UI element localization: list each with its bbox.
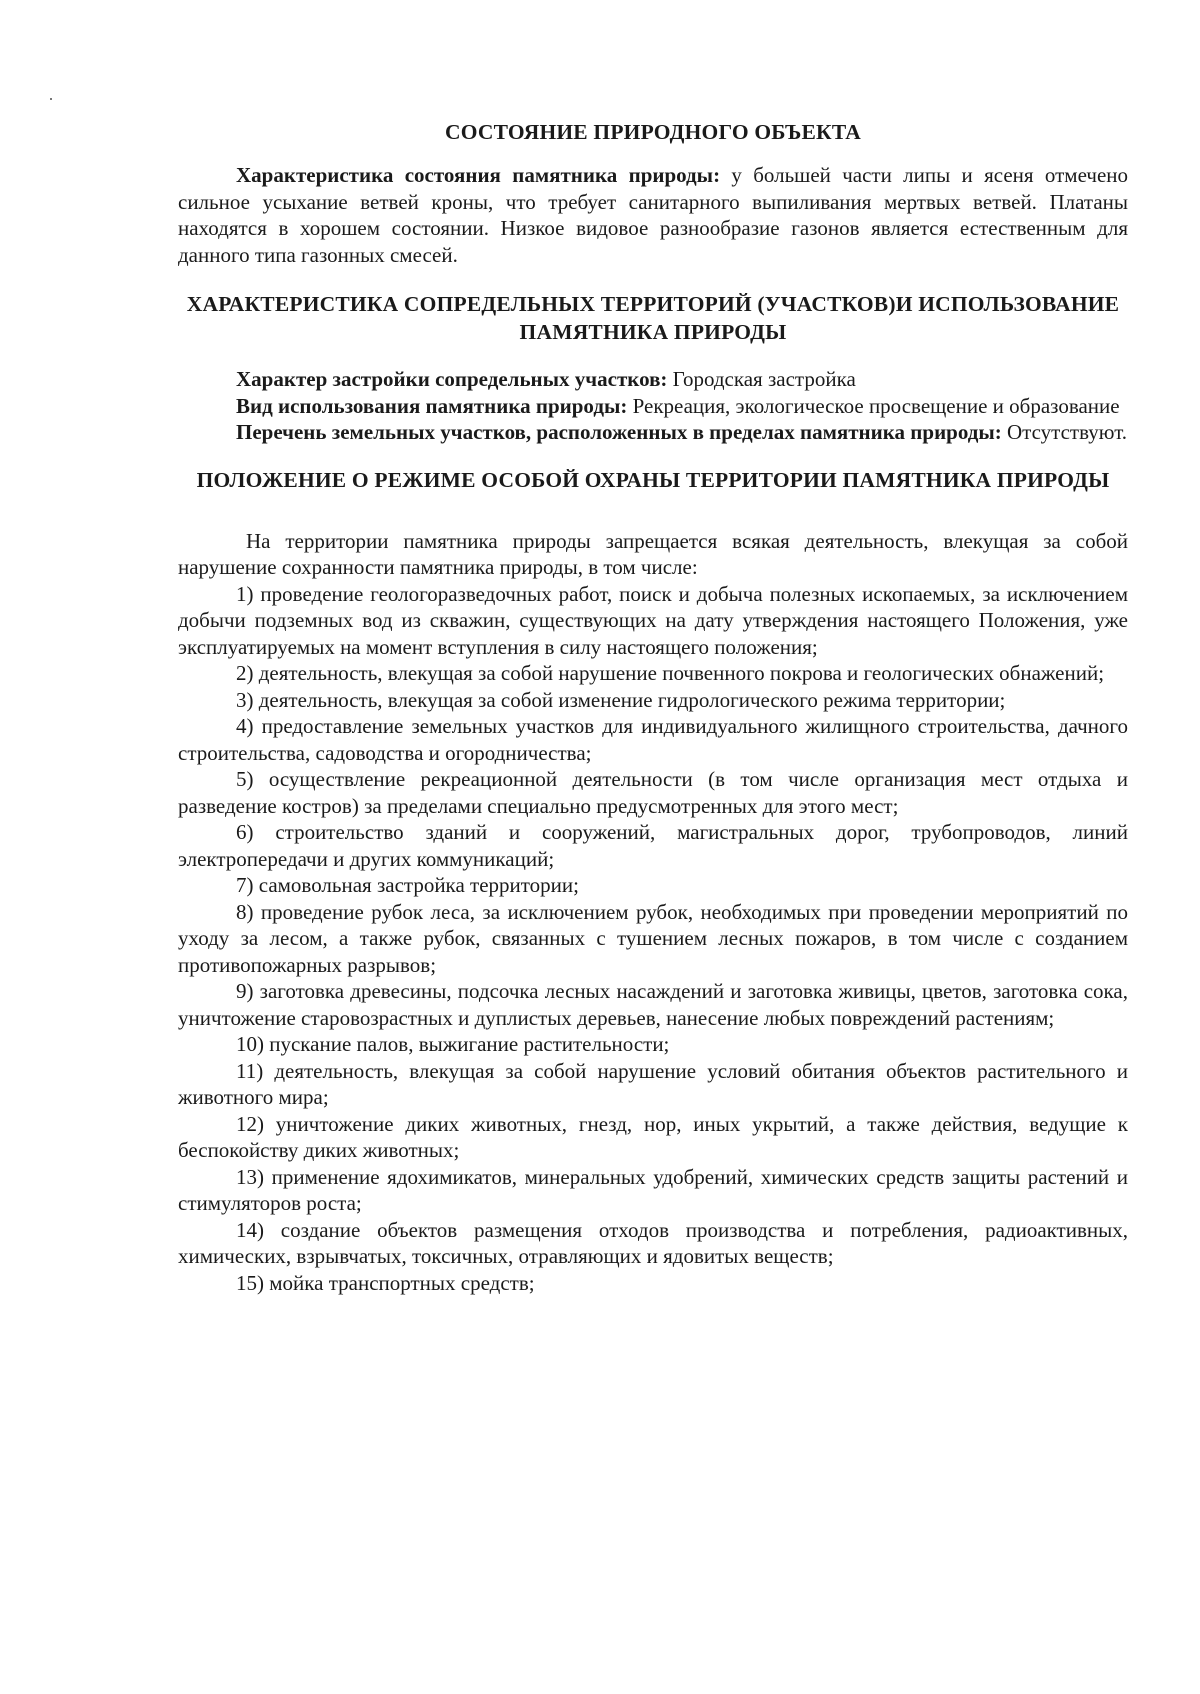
usage-value: Рекреация, экологическое просвещение и образование — [627, 393, 1120, 418]
prohibition-item-2: 2) деятельность, влекущая за собой нарушение почвенного покрова и геологических обнажений; — [236, 661, 1105, 685]
scan-speck — [50, 98, 52, 100]
condition-paragraph — [178, 162, 1128, 268]
section-title-protection-regime: ПОЛОЖЕНИЕ О РЕЖИМЕ ОСОБОЙ ОХРАНЫ ТЕРРИТОРИИ ПАМЯТНИКА ПРИРОДЫ — [196, 467, 1110, 492]
plots-value: Отсутствуют. — [1001, 420, 1128, 444]
plots-label: Перечень земельных участков, расположенных в пределах памятника природы: — [236, 420, 1002, 444]
prohibition-item-15: 15) мойка транспортных средств; — [236, 1270, 535, 1295]
prohibition-item-13: 13) применение ядохимикатов, минеральных удобрений, химических средств защиты растений и стимуляторов роста; — [178, 1164, 1128, 1215]
prohibition-item-14: 14) создание объектов размещения отходов производства и потребления, радиоактивных, химических, взрывчатых, токсичных, отравляющих и ядовитых веществ; — [178, 1217, 1128, 1268]
condition-text: у большей части липы и ясеня отмечено сильное усыхание ветвей кроны, что требует санитарного выпиливания мертвых ветвей. Платаны находятся в хорошем состоянии. Низкое видовое разнообразие газонов является естественным для данного типа газонных смесей. — [178, 163, 1128, 267]
prohibition-item-11: 11) деятельность, влекущая за собой нарушение условий обитания объектов растительного и животного мира; — [178, 1058, 1128, 1109]
regime-intro: На территории памятника природы запрещается всякая деятельность, влекущая за собой нарушение сохранности памятника природы, в том числе: — [178, 528, 1128, 579]
usage-label: Вид использования памятника природы: — [236, 393, 628, 418]
section-title-adjacent-territories: ХАРАКТЕРИСТИКА СОПРЕДЕЛЬНЫХ ТЕРРИТОРИЙ (УЧАСТКОВ)И ИСПОЛЬЗОВАНИЕ ПАМЯТНИКА ПРИРОДЫ — [186, 292, 1120, 344]
prohibition-item-8: 8) проведение рубок леса, за исключением рубок, необходимых при проведении мероприятий по уходу за лесом, а также рубок, связанных с тушением лесных пожаров, в том числе с созданием противопожарных разрывов; — [178, 899, 1128, 977]
condition-label: Характеристика состояния памятника природы: — [236, 163, 721, 187]
prohibition-item-9: 9) заготовка древесины, подсочка лесных насаждений и заготовка живицы, цветов, заготовка сока, уничтожение старовозрастных и дуплистых деревьев, нанесение любых повреждений растениям; — [178, 979, 1128, 1030]
prohibition-item-4: 4) предоставление земельных участков для индивидуального жилищного строительства, дачного строительства, садоводства и огородничества; — [178, 714, 1128, 765]
prohibition-item-12: 12) уничтожение диких животных, гнезд, нор, иных укрытий, а также действия, ведущие к беспокойству диких животных; — [178, 1111, 1128, 1162]
prohibition-item-10: 10) пускание палов, выжигание растительности; — [236, 1032, 670, 1056]
development-label: Характер застройки сопредельных участков: — [236, 367, 668, 391]
development-paragraph — [178, 366, 1128, 393]
prohibition-item-5: 5) осуществление рекреационной деятельности (в том числе организация мест отдыха и разведение костров) за пределами специально предусмотренных для этого мест; — [178, 767, 1128, 818]
prohibition-item-3: 3) деятельность, влекущая за собой изменение гидрологического режима территории; — [236, 687, 1006, 712]
prohibition-item-1: 1) проведение геологоразведочных работ, поиск и добыча полезных ископаемых, за исключением добычи подземных вод из скважин, существующих на дату утверждения настоящего Положения, уже эксплуатируемых на момент вступления в силу настоящего положения; — [178, 581, 1128, 659]
prohibition-item-6: 6) строительство зданий и сооружений, магистральных дорог, трубопроводов, линий электропередачи и других коммуникаций; — [178, 820, 1128, 871]
document-page — [178, 118, 1128, 1296]
section-title-object-state: СОСТОЯНИЕ ПРИРОДНОГО ОБЪЕКТА — [444, 120, 862, 144]
development-value: Городская застройка — [667, 367, 856, 391]
prohibition-item-7: 7) самовольная застройка территории; — [236, 873, 579, 897]
usage-paragraph — [178, 393, 1128, 420]
plots-paragraph — [178, 419, 1128, 446]
